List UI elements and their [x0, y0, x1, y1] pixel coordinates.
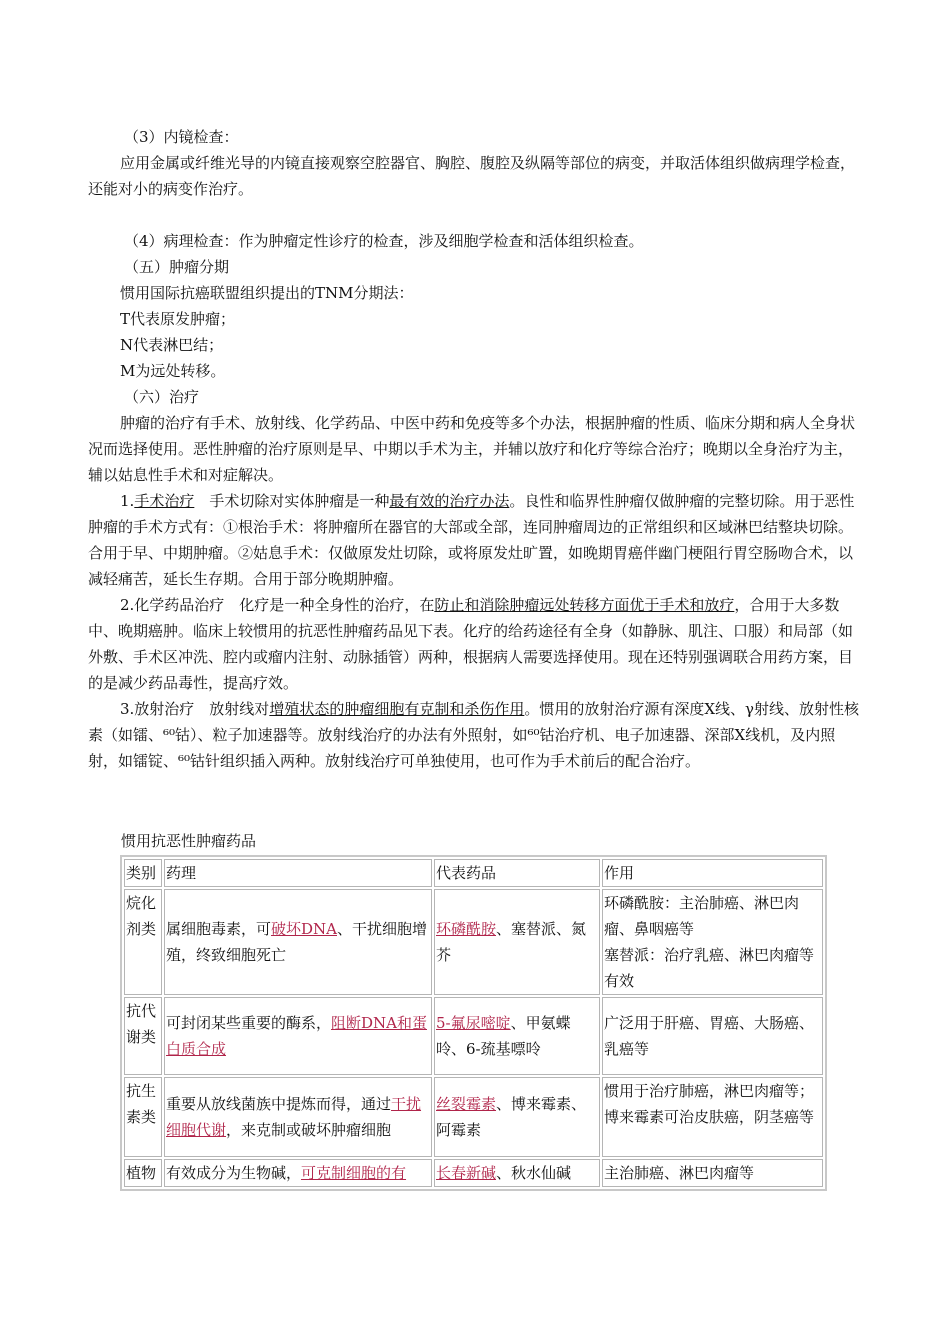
pharmacology-cell: 可封闭某些重要的酶系，阻断DNA和蛋白质合成: [164, 997, 432, 1075]
section-3-heading: （3）内镜检查：: [124, 128, 239, 146]
link-interfere-metabolism[interactable]: 干扰细胞代谢: [166, 1095, 422, 1139]
tnm-t: T代表原发肿瘤；: [120, 310, 236, 328]
surgery-title: 手术治疗: [134, 492, 195, 510]
chemo-paragraph: 2.化学药品治疗 化疗是一种全身性的治疗，在防止和消除肿瘤远处转移方面优于手术和放疗，合用于大多数中、晚期癌肿。临床上较惯用的抗恶性肿瘤药品见下表。化疗的给药途径有全身（如静脉、肌注、口服）和局部（如外敷、手术区冲洗、腔内或瘤内注射、动脉插管）两种，根据病人需要选择使用。现在还特别强调联合用药方案，目的是减少药品毒性，提高疗效。: [88, 596, 854, 692]
tnm-intro: 惯用国际抗癌联盟组织提出的TNM分期法：: [120, 284, 414, 302]
drugs-cell: 丝裂霉素、博来霉素、阿霉素: [434, 1077, 600, 1157]
drugs-cell: 长春新碱、秋水仙碱: [434, 1159, 600, 1187]
effect-cell: 惯用于治疗肺癌，淋巴肉瘤等；博来霉素可治皮肤癌，阴茎癌等: [602, 1077, 823, 1157]
header-effect: 作用: [602, 859, 823, 887]
tnm-n: N代表淋巴结；: [120, 336, 224, 354]
pharmacology-cell: 属细胞毒素，可破坏DNA、干扰细胞增殖，终致细胞死亡: [164, 889, 432, 995]
table-row: [124, 889, 823, 995]
category-cell: 植物: [124, 1159, 162, 1187]
header-pharmacology: 药理: [164, 859, 432, 887]
table-title: 惯用抗恶性肿瘤药品: [121, 832, 257, 850]
category-cell: 抗生素类: [124, 1077, 162, 1157]
effect-cell: 广泛用于肝癌、胃癌、大肠癌、乳癌等: [602, 997, 823, 1075]
table-row: [124, 1159, 823, 1187]
section-3-body: 应用金属或纤维光导的内镜直接观察空腔器官、胸腔、腹腔及纵隔等部位的病变，并取活体组织做病理学检查，还能对小的病变作治疗。: [88, 154, 856, 198]
section-5-heading: （五）肿瘤分期: [124, 258, 230, 276]
surgery-paragraph: 1.手术治疗 手术切除对实体肿瘤是一种最有效的治疗办法。良性和临界性肿瘤仅做肿瘤的完整切除。用于恶性肿瘤的手术方式有：①根治手术：将肿瘤所在器官的大部或全部，连同肿瘤周边的正常组织和区域淋巴结整块切除。合用于早、中期肿瘤。②姑息手术：仅做原发灶切除，或将原发灶旷置，如晚期胃癌伴幽门梗阻行胃空肠吻合术，以减轻痛苦，延长生存期。合用于部分晚期肿瘤。: [88, 492, 855, 588]
link-vincristine[interactable]: 长春新碱: [436, 1164, 497, 1182]
header-category: 类别: [124, 859, 162, 887]
tnm-m: M为远处转移。: [120, 362, 226, 380]
table-header-row: [124, 859, 823, 887]
drugs-cell: 5-氟尿嘧啶、甲氨蝶呤、6-巯基嘌呤: [434, 997, 600, 1075]
table-row: [124, 1077, 823, 1157]
link-mitomycin[interactable]: 丝裂霉素: [436, 1095, 497, 1113]
section-4-text: （4）病理检查：作为肿瘤定性诊疗的检查，涉及细胞学检查和活体组织检查。: [124, 232, 644, 250]
document-body: [88, 124, 863, 774]
pharmacology-cell: 有效成分为生物碱，可克制细胞的有: [164, 1159, 432, 1187]
chemo-key-phrase: 防止和消除肿瘤远处转移方面优于手术和放疗: [434, 596, 735, 614]
treatment-intro: 肿瘤的治疗有手术、放射线、化学药品、中医中药和免疫等多个办法，根据肿瘤的性质、临床分期和病人全身状况而选择使用。恶性肿瘤的治疗原则是早、中期以手术为主，并辅以放疗和化疗等综合治疗；晚期以全身治疗为主，辅以姑息性手术和对症解决。: [88, 414, 856, 484]
link-fluorouracil[interactable]: 5-氟尿嘧啶: [436, 1014, 511, 1032]
link-block-dna-protein[interactable]: 阻断DNA和蛋白质合成: [166, 1014, 427, 1058]
category-cell: 烷化剂类: [124, 889, 162, 995]
category-cell: 抗代谢类: [124, 997, 162, 1075]
surgery-key-phrase: 最有效的治疗办法: [389, 492, 510, 510]
header-drugs: 代表药品: [434, 859, 600, 887]
section-6-heading: （六）治疗: [124, 388, 200, 406]
effect-cell: 主治肺癌、淋巴肉瘤等: [602, 1159, 823, 1187]
link-destroy-dna[interactable]: 破坏DNA: [271, 920, 337, 938]
drug-table: [120, 855, 827, 1191]
radiation-key-phrase: 增殖状态的肿瘤细胞有克制和杀伤作用: [269, 700, 525, 718]
table-row: [124, 997, 823, 1075]
drugs-cell: 环磷酰胺、塞替派、氮芥: [434, 889, 600, 995]
pharmacology-cell: 重要从放线菌族中提炼而得，通过干扰细胞代谢，来克制或破坏肿瘤细胞: [164, 1077, 432, 1157]
link-inhibit-cell[interactable]: 可克制细胞的有: [301, 1164, 407, 1182]
radiation-paragraph: 3.放射治疗 放射线对增殖状态的肿瘤细胞有克制和杀伤作用。惯用的放射治疗源有深度X线、γ射线、放射性核素（如镭、⁶⁰钴）、粒子加速器等。放射线治疗的办法有外照射，如⁶⁰钴治疗机、电子加速器、深部X线机，及内照射，如镭锭、⁶⁰钴针组织插入两种。放射线治疗可单独使用，也可作为手术前后的配合治疗。: [88, 700, 859, 770]
effect-cell: 环磷酰胺：主治肺癌、淋巴肉瘤、鼻咽癌等 塞替派：治疗乳癌、淋巴肉瘤等有效: [602, 889, 823, 995]
link-cyclophosphamide[interactable]: 环磷酰胺: [436, 920, 497, 938]
